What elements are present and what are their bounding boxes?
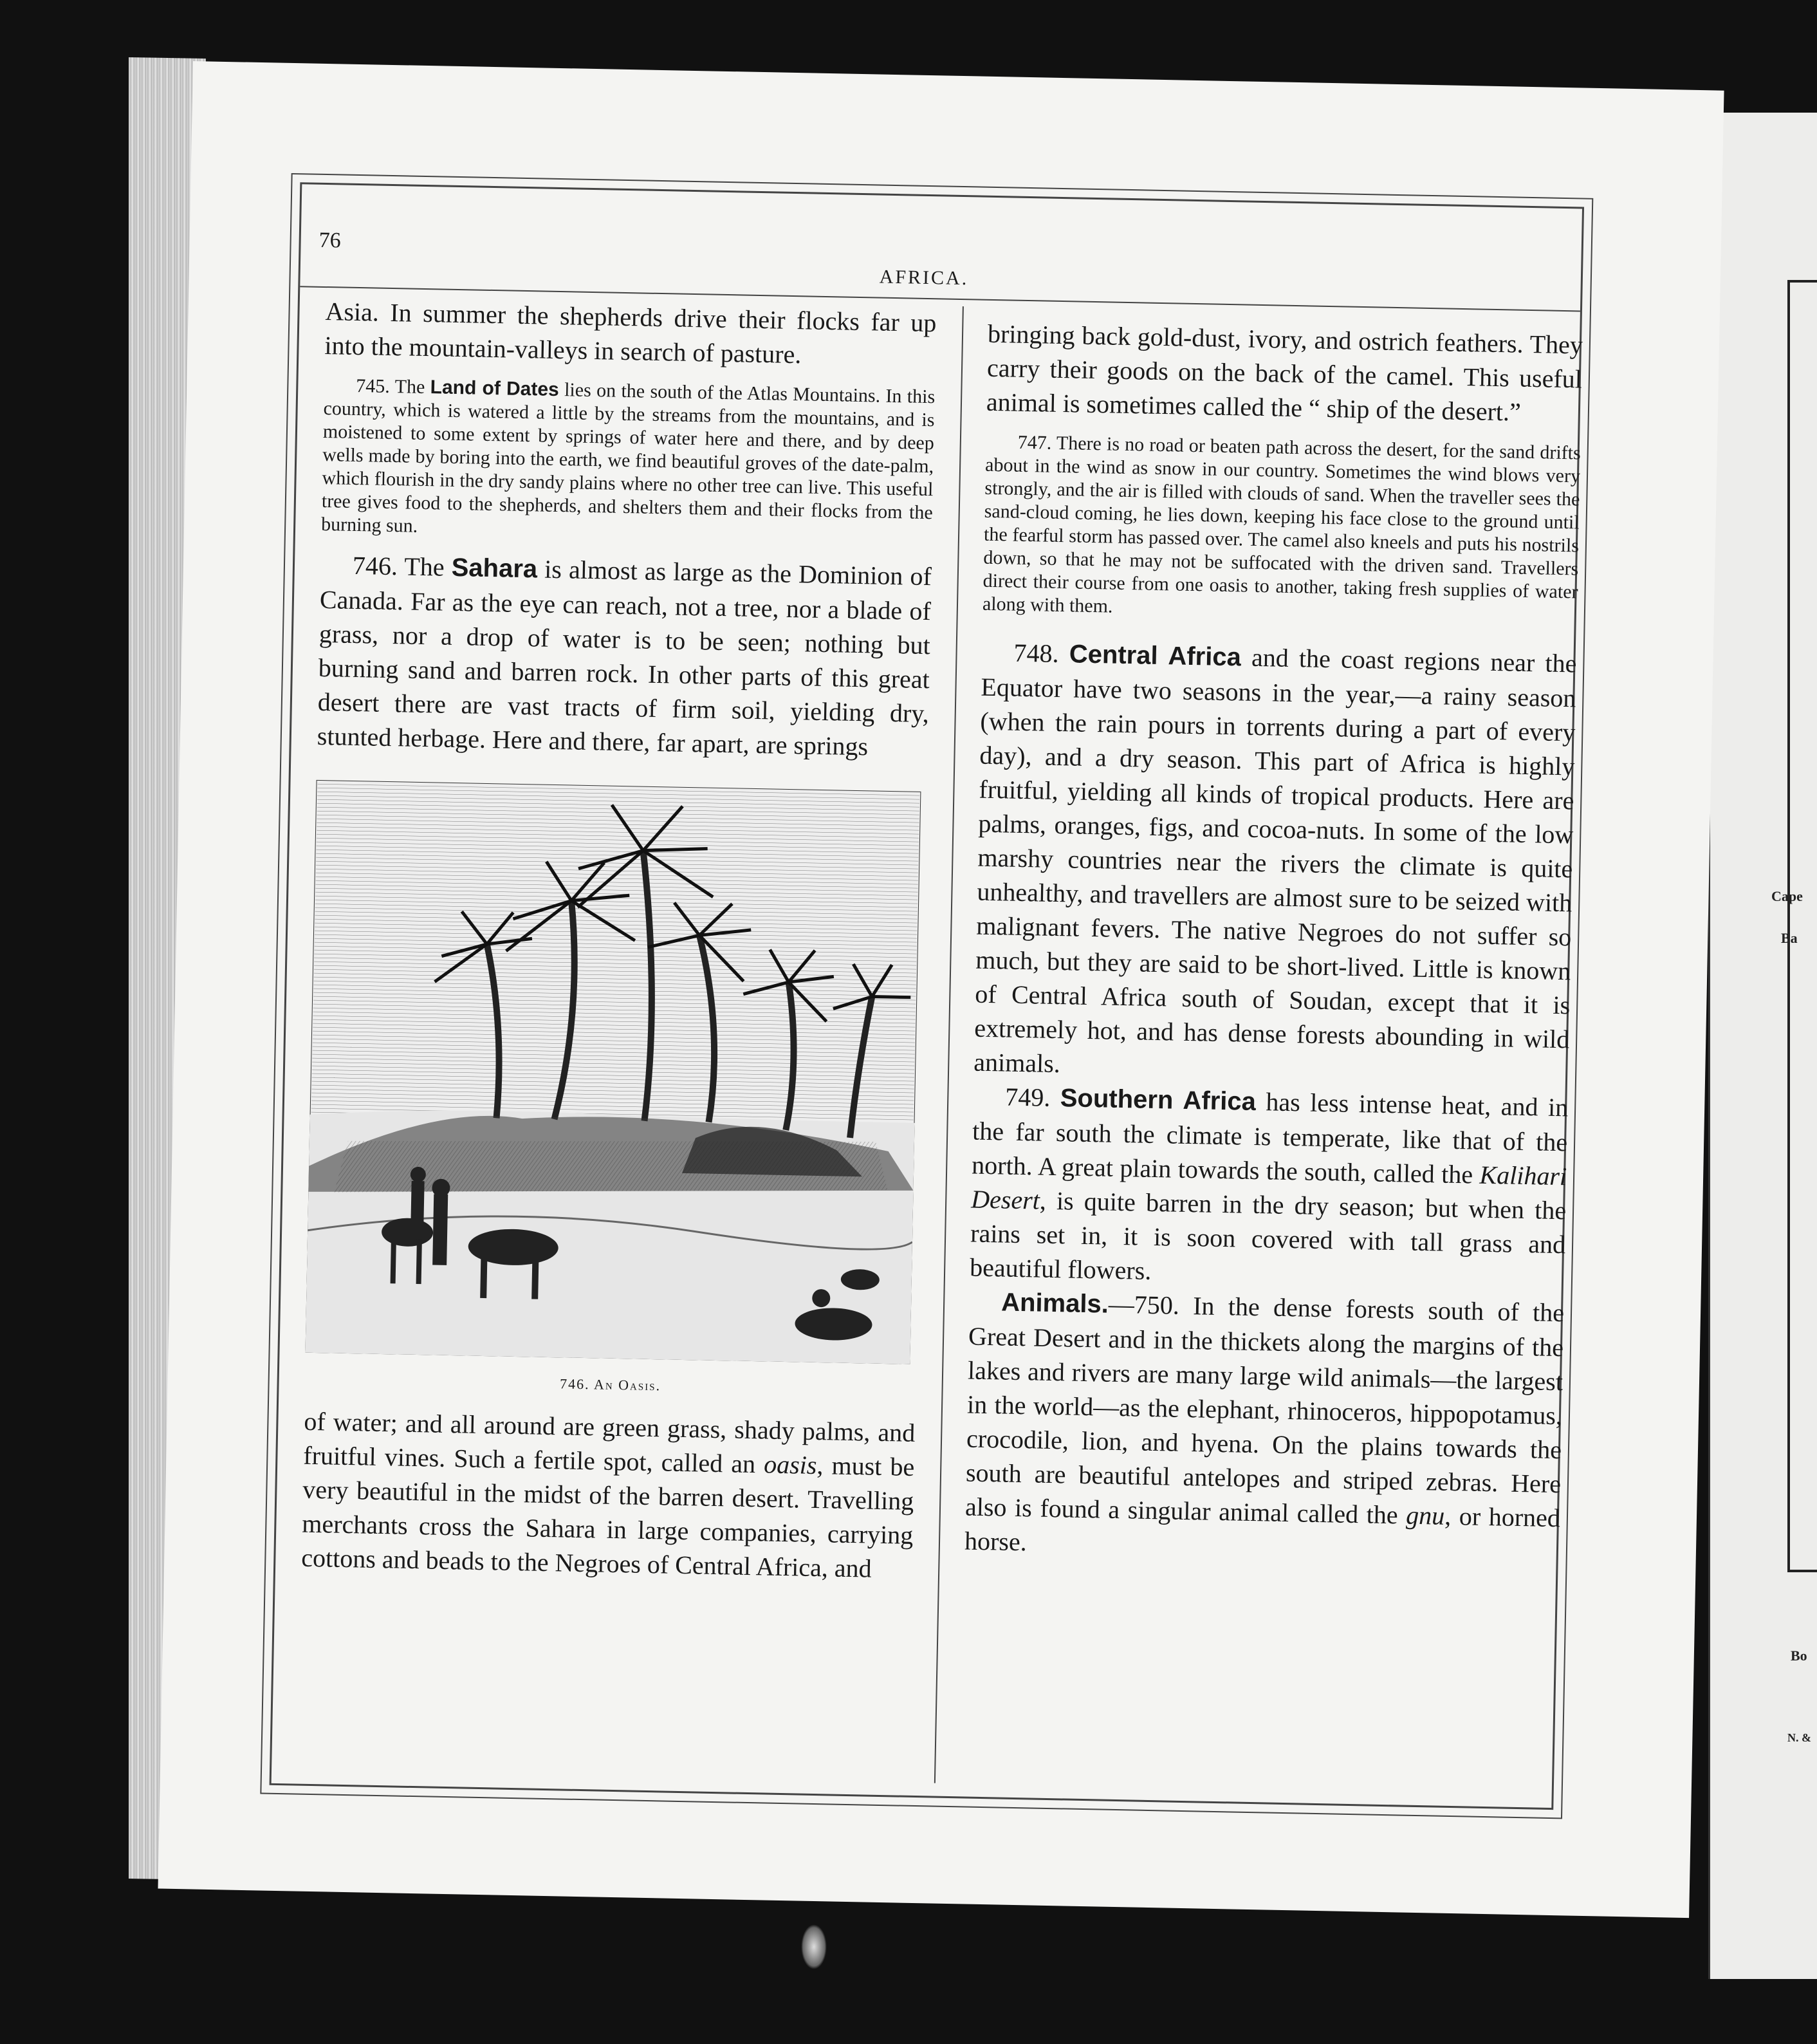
figure-caption: 746. An Oasis. [559,1375,661,1394]
map-label-fragment: Bo [1791,1648,1807,1664]
paragraph-748: 748. Central Africa and the coast regions near the Equator have two seasons in the year,—a rainy season (when the rain pours in torrents during a part of every day), and a dry season. This part of Africa is highly fruitful, yielding all kinds of tropical products. Here are palms, oranges, figs, and cocoa-nuts. In some of the low marshy countries near the rivers the climate is quite unhealthy, and travellers are almost sure to be seized with malignant fevers. The native Negroes do not suffer so much, but they are said to be short-lived. Little is known of Central Africa south of Soudan, except that it is extremely hot, and has dense forests abounding in wild animals. [973,638,1577,1079]
running-head: AFRICA. [879,266,969,290]
book-page [158,61,1724,1918]
scan-artifact [801,1924,827,1969]
page-number: 76 [318,228,342,253]
paragraph-746: 746. The Sahara is almost as large as the Dominion of Canada. Far as the eye can reach, not a tree, nor a blade of grass, nor a drop of water is to be seen; nothing but burning sand and barren rock. In other parts of this great desert there are vast tracts of firm soil, yielding dry, stunted herbage. Here and there, far apart, are springs [317,550,932,761]
right-column [964,317,1583,1569]
map-label-fragment: N. & [1787,1731,1811,1744]
map-border [1787,280,1817,1572]
paragraph-746-continued: of water; and all around are green grass, shady palms, and fruitful vines. Such a fertile spot, called an oasis, must be very beautiful in the midst of the barren desert. Travelling merchants cross the Sahara in large companies, carrying cottons and beads to the Negroes of Central Africa, and [300,1406,916,1583]
adjacent-map-page [1708,113,1817,1979]
paragraph-asia: Asia. In summer the shepherds drive their flocks far up into the mountain-valleys in search of pasture. [324,297,937,369]
paragraph-750: Animals.—750. In the dense forests south of the Great Desert and in the thickets along the margins of the lakes and rivers are many large wild animals—the largest in the world—as the elephant, rhinoceros, hippopotamus, crocodile, lion, and hyena. On the plains towards the south are beautiful antelopes and striped zebras. Here also is found a singular animal called the gnu, or horned horse. [964,1288,1565,1557]
paragraph-747: 747. There is no road or beaten path across the desert, for the sand drifts about in the wind as snow in our country. Sometimes the wind blows very strongly, and the air is filled with clouds of sand. When the traveller sees the sand-cloud coming, he lies down, keeping his face close to the ground until the fearful storm has passed over. The camel also kneels and puts his nostrils down, so that he may not be suffocated with the driven sand. Travellers direct their course from one oasis to another, taking fresh supplies of water along with them. [982,431,1582,617]
column-divider [934,306,964,1783]
oasis-illustration [306,780,921,1364]
map-label-fragment: Ba [1781,930,1798,946]
map-label-fragment: Cape [1771,888,1803,904]
page-frame [270,182,1584,1810]
paragraph-bringing: bringing back gold-dust, ivory, and ostrich feathers. They carry their goods on the back of the camel. This useful animal is sometimes called the “ ship of the desert.” [986,319,1583,427]
paragraph-745: 745. The Land of Dates lies on the south of the Atlas Mountains. In this country, which is watered a little by the streams from the mountains, and is moistened to some extent by springs of water here and there, and by deep wells made by boring into the earth, we find beautiful groves of the date-palm, which flourish in the dry sandy plains where no other tree can live. This useful tree gives food to the shepherds, and shelters them and their flocks from the burning sun. [320,375,936,537]
paragraph-749: 749. Southern Africa has less intense heat, and in the far south the climate is temperate, like that of the north. A great plain towards the south, called the Kalihari Desert, is quite barren in the dry season; but when the rains set in, it is soon covered with tall grass and beautiful flowers. [969,1082,1569,1285]
left-column [301,294,937,1586]
oasis-engraving [306,780,921,1364]
